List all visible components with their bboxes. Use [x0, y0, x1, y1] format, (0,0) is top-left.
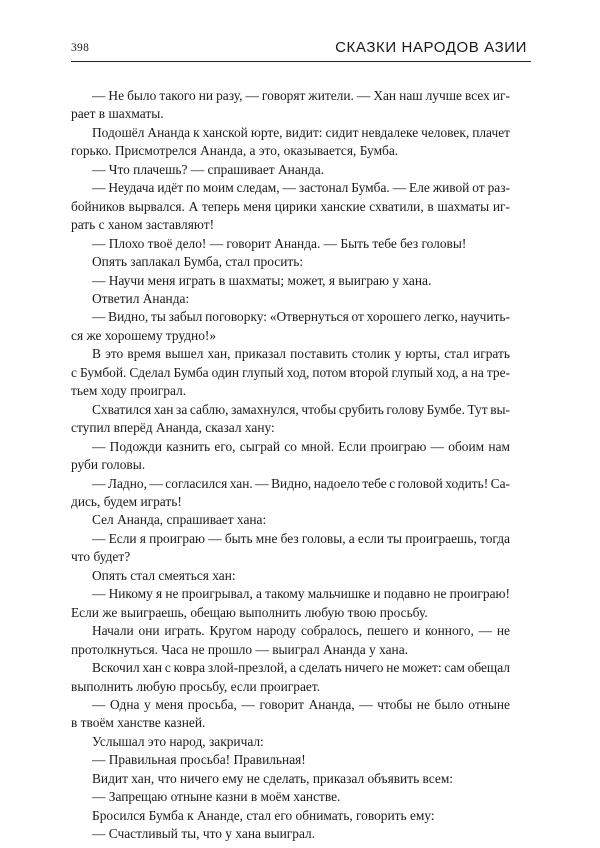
text-line: — Ладно, — согласился хан. — Видно, надоело тебе с головой ходить! Са-	[92, 475, 511, 491]
text-line: ся же хорошему трудно!»	[71, 327, 217, 343]
text-line: выполнить любую просьбу, если проиграет.	[71, 678, 321, 694]
text-line: — Запрещаю отныне казни в моём ханстве.	[92, 789, 341, 805]
paragraph	[71, 124, 531, 161]
paragraph	[71, 438, 531, 475]
paragraph	[71, 825, 531, 843]
paragraph	[71, 253, 531, 271]
text-line: в твоём ханстве казней.	[71, 715, 206, 731]
paragraph	[71, 770, 531, 788]
story-text	[71, 87, 531, 844]
text-line: тьем ходу проиграл.	[71, 383, 187, 399]
text-line: — Плохо твоё дело! — говорит Ананда. — Быть тебе без головы!	[92, 235, 467, 251]
text-line: рать с ханом заставляют!	[71, 217, 215, 233]
paragraph	[71, 696, 531, 733]
paragraph	[71, 272, 531, 290]
text-line: Опять стал смеяться хан:	[92, 567, 236, 583]
text-line: протолкнуться. Часа не прошло — выиграл Ананда у хана.	[71, 641, 408, 657]
text-line: — Видно, ты забыл поговорку: «Отвернуться от хорошего легко, научить-	[92, 309, 510, 325]
text-line: — Подожди казнить его, сыграй со мной. Если проиграю — обоим нам	[92, 438, 510, 454]
header-rule	[71, 61, 531, 62]
paragraph	[71, 567, 531, 585]
paragraph	[71, 290, 531, 308]
text-line: Бросился Бумба к Ананде, стал его обнимать, говорить ему:	[92, 807, 435, 823]
text-line: дись, будем играть!	[71, 493, 182, 509]
page-number: 398	[71, 42, 90, 54]
text-line: — Правильная просьба! Правильная!	[92, 752, 306, 768]
text-line: Подошёл Ананда к ханской юрте, видит: сидит невдалеке человек, плачет	[92, 124, 510, 140]
text-line: — Счастливый ты, что у хана выиграл.	[92, 826, 316, 842]
paragraph	[71, 475, 531, 512]
text-line: — Если я проиграю — быть мне без головы, а если ты проиграешь, тогда	[92, 530, 510, 546]
paragraph	[71, 622, 531, 659]
paragraph	[71, 345, 531, 400]
paragraph	[71, 87, 531, 124]
text-line: — Никому я не проигрывал, а такому мальчишке и подавно не проиграю!	[92, 586, 510, 602]
text-line: с Бумбой. Сделал Бумба один глупый ход, потом второй глупый ход, а на тре-	[71, 364, 510, 380]
text-line: Ответил Ананда:	[92, 290, 190, 306]
text-line: ступил вперёд Ананда, сказал хану:	[71, 420, 275, 436]
paragraph	[71, 401, 531, 438]
text-line: — Не было такого ни разу, — говорят жители. — Хан наш лучше всех иг-	[92, 88, 510, 103]
text-line: что будет?	[71, 549, 131, 565]
paragraph	[71, 807, 531, 825]
text-line: горько. Присмотрелся Ананда, а это, оказывается, Бумба.	[71, 143, 399, 159]
text-line: Схватился хан за саблю, замахнулся, чтобы срубить голову Бумбе. Тут вы-	[92, 401, 510, 417]
paragraph	[71, 308, 531, 345]
text-line: — Одна у меня просьба, — говорит Ананда, — чтобы не было отныне	[92, 696, 510, 712]
text-line: руби головы.	[71, 457, 146, 473]
text-line: — Научи меня играть в шахматы; может, я выиграю у хана.	[92, 272, 432, 288]
paragraph	[71, 585, 531, 622]
paragraph	[71, 511, 531, 529]
text-line: Услышал это народ, закричал:	[92, 733, 264, 749]
text-line: Видит хан, что ничего ему не сделать, приказал объявить всем:	[92, 770, 454, 786]
text-line: — Неудача идёт по моим следам, — застонал Бумба. — Еле живой от раз-	[92, 180, 510, 196]
paragraph	[71, 659, 531, 696]
text-line: Вскочил хан с ковра злой-презлой, а сделать ничего не может: сам обещал	[92, 660, 510, 676]
paragraph	[71, 733, 531, 751]
text-line: Опять заплакал Бумба, стал просить:	[92, 254, 304, 270]
text-line: — Что плачешь? — спрашивает Ананда.	[92, 161, 325, 177]
text-line: Начали они играть. Кругом народу собралось, пешего и конного, — не	[92, 623, 510, 639]
paragraph	[71, 788, 531, 806]
text-line: рает в шахматы.	[71, 106, 164, 122]
paragraph	[71, 161, 531, 179]
text-line: бойников вырвался. А теперь меня цирики ханские схватили, в шахматы иг-	[71, 198, 510, 214]
paragraph	[71, 530, 531, 567]
paragraph	[71, 179, 531, 234]
running-head	[71, 40, 531, 60]
paragraph	[71, 235, 531, 253]
section-title: СКАЗКИ НАРОДОВ АЗИИ	[335, 39, 527, 56]
paragraph	[71, 751, 531, 769]
text-line: Сел Ананда, спрашивает хана:	[92, 512, 267, 528]
text-line: Если же выиграешь, обещаю выполнить любую твою просьбу.	[71, 604, 428, 620]
text-line: В это время вышел хан, приказал поставить столик у юрты, стал играть	[92, 346, 510, 362]
